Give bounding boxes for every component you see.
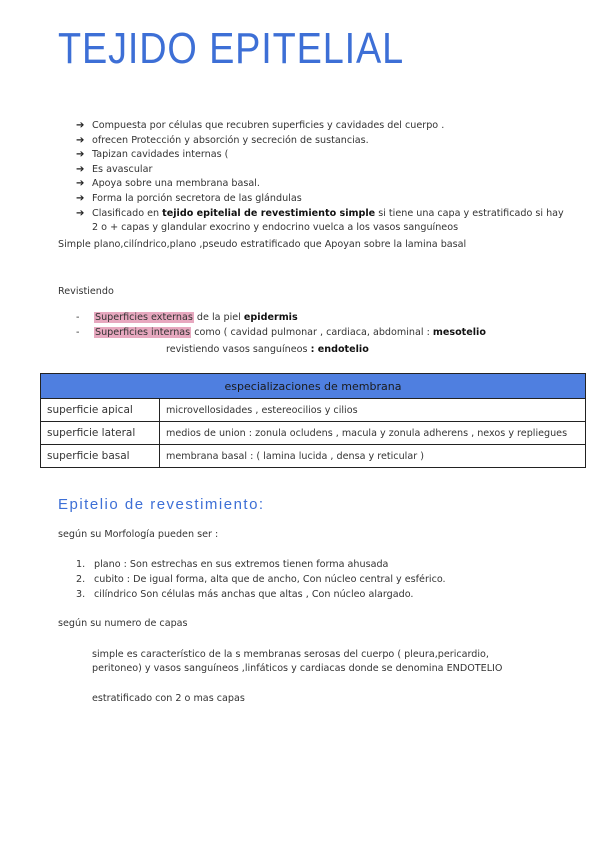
- bold-term: : endotelio: [310, 344, 369, 355]
- list-item: ➔ ofrecen Protección y absorción y secreción de sustancias.: [76, 134, 576, 149]
- section-title: Epitelio de revestimiento:: [58, 496, 265, 513]
- arrow-right-icon: ➔: [76, 207, 85, 219]
- list-item: 2. cubito : De igual forma, alta que de ancho, Con núcleo central y esférico.: [76, 574, 446, 585]
- list-item: ➔ Tapizan cavidades internas (: [76, 148, 576, 163]
- table-row: [41, 445, 586, 468]
- highlighted-term: Superficies internas: [95, 327, 191, 338]
- table-cell-key: superficie apical: [41, 399, 160, 422]
- list-item: ➔ Forma la porción secretora de las glándulas: [76, 192, 576, 207]
- table-header: especializaciones de membrana: [41, 374, 586, 399]
- highlighted-term: Superficies externas: [95, 312, 193, 323]
- arrow-right-icon: ➔: [76, 163, 85, 175]
- table-cell-value: medios de union : zonula ocludens , macula y zonula adherens , nexos y repliegues: [160, 422, 586, 445]
- bold-term: tejido epitelial de revestimiento simple: [162, 207, 376, 219]
- table-cell-value: membrana basal : ( lamina lucida , densa y reticular ): [160, 445, 586, 468]
- list-item: ➔ Compuesta por células que recubren superficies y cavidades del cuerpo .: [76, 119, 576, 134]
- specializations-table: [40, 373, 586, 468]
- list-item: ➔ Es avascular: [76, 163, 576, 178]
- layers-intro: según su numero de capas: [58, 618, 188, 629]
- arrow-right-icon: ➔: [76, 134, 85, 146]
- revistiendo-heading: Revistiendo: [58, 286, 114, 297]
- table-header-row: [41, 374, 586, 399]
- arrow-right-icon: ➔: [76, 120, 85, 131]
- morphology-intro: según su Morfología pueden ser :: [58, 529, 219, 540]
- arrow-right-icon: ➔: [76, 178, 85, 190]
- simple-description-line: simple es característico de la s membranas serosas del cuerpo ( pleura,pericardio,: [92, 649, 489, 660]
- page-title: TEJIDO EPITELIAL: [58, 24, 405, 73]
- morphology-list: [76, 557, 446, 602]
- table-cell-key: superficie basal: [41, 445, 160, 468]
- bold-term: epidermis: [243, 312, 298, 323]
- dash-bullet: -: [76, 312, 80, 323]
- table-row: [41, 422, 586, 445]
- arrow-right-icon: ➔: [76, 192, 85, 204]
- list-item-classification: ➔ Clasificado en tejido epitelial de revestimiento simple si tiene una capa y estratificado si hay: [76, 207, 576, 222]
- list-item: 3. cilíndrico Son células más anchas que altas , Con núcleo alargado.: [76, 589, 414, 600]
- properties-list: [76, 119, 576, 236]
- table-row: [41, 399, 586, 422]
- arrow-right-icon: ➔: [76, 149, 85, 161]
- dash-bullet: -: [76, 327, 80, 338]
- list-item: ➔ Apoya sobre una membrana basal.: [76, 177, 576, 192]
- table-cell-key: superficie lateral: [41, 422, 160, 445]
- list-item-continuation: 2 o + capas y glandular exocrino y endocrino vuelca a los vasos sanguíneos: [92, 222, 459, 234]
- bold-term: mesotelio: [432, 327, 486, 338]
- list-item: - Superficies internas como ( cavidad pulmonar , cardiaca, abdominal : mesotelio: [76, 327, 486, 338]
- revistiendo-continuation: revistiendo vasos sanguíneos : endotelio: [166, 344, 369, 355]
- stratified-description: estratificado con 2 o mas capas: [92, 693, 245, 704]
- table-cell-value: microvellosidades , estereocilios y cilios: [160, 399, 586, 422]
- simple-types-line: Simple plano,cilíndrico,plano ,pseudo estratificado que Apoyan sobre la lamina basal: [58, 239, 467, 250]
- list-item: - Superficies externas de la piel epidermis: [76, 312, 298, 323]
- list-item: 1. plano : Son estrechas en sus extremos tienen forma ahusada: [76, 559, 389, 570]
- revistiendo-list: [76, 310, 486, 340]
- simple-description-line: peritoneo) y vasos sanguíneos ,linfáticos y cardiacas donde se denomina ENDOTELIO: [92, 663, 503, 674]
